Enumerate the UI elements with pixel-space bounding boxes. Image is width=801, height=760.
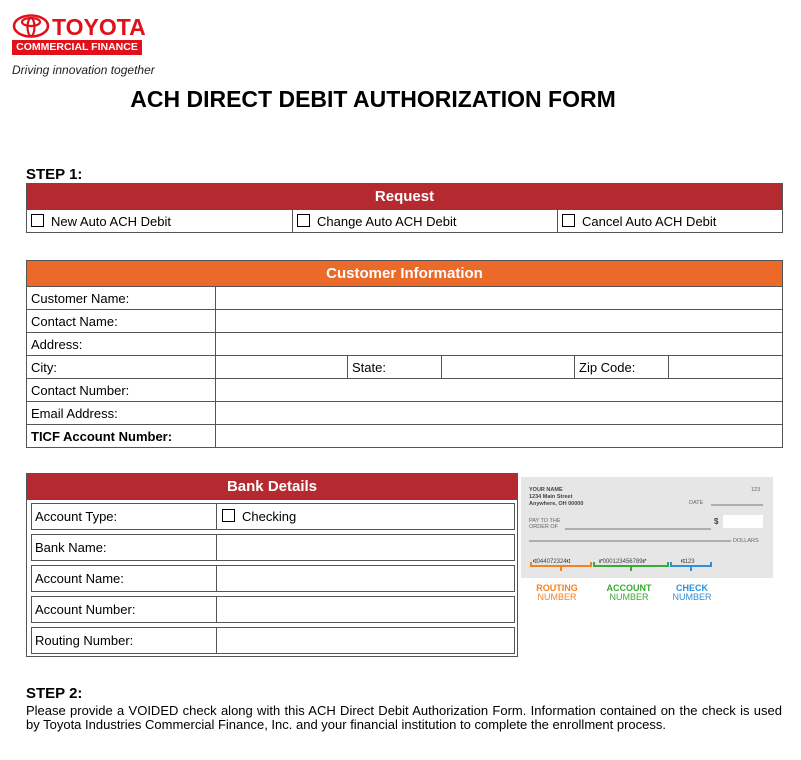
check-text: YOUR NAME (529, 487, 563, 493)
logo-tagline: Driving innovation together (12, 63, 155, 77)
check-text: ACCOUNT (606, 583, 652, 593)
check-text: Anywhere, OH 00000 (529, 501, 584, 507)
check-text: $ (714, 517, 719, 526)
label: City: (27, 356, 216, 379)
option-cancel[interactable] (558, 210, 783, 233)
check-text: NUMBER (672, 592, 712, 602)
account-type-row (31, 503, 515, 530)
check-text: 1234 Main Street (529, 494, 573, 500)
contact-name-field[interactable] (216, 310, 783, 333)
check-text: DATE (689, 500, 704, 506)
account-number-row[interactable] (31, 596, 515, 623)
ticf-account-field[interactable] (216, 425, 783, 448)
check-text: DOLLARS (733, 538, 759, 544)
check-text: NUMBER (537, 592, 577, 602)
page-title: ACH DIRECT DEBIT AUTHORIZATION FORM (130, 86, 616, 112)
logo-subtitle: COMMERCIAL FINANCE (12, 40, 142, 55)
email-field[interactable] (216, 402, 783, 425)
check-text: CHECK (675, 583, 709, 593)
bank-name-row[interactable] (31, 534, 515, 561)
label: TICF Account Number: (27, 425, 216, 448)
checkbox[interactable] (31, 214, 44, 227)
check-text: ⑆123 (681, 559, 695, 565)
customer-name-field[interactable] (216, 287, 783, 310)
label: Zip Code: (575, 356, 669, 379)
check-text: PAY TO THE (529, 518, 561, 524)
checkbox[interactable] (222, 509, 235, 522)
option-label: Change Auto ACH Debit (317, 213, 457, 229)
step2-label: STEP 2: (26, 685, 83, 702)
request-header: Request (27, 184, 783, 210)
check-text: ⑆044072324⑆ (533, 559, 571, 565)
contact-number-field[interactable] (216, 379, 783, 402)
label: Contact Number: (27, 379, 216, 402)
account-name-row[interactable] (31, 565, 515, 592)
checkbox[interactable] (562, 214, 575, 227)
option-label: New Auto ACH Debit (51, 213, 171, 229)
option-label: Cancel Auto ACH Debit (582, 213, 717, 229)
option-change[interactable] (293, 210, 558, 233)
request-table (26, 183, 783, 233)
state-field[interactable] (442, 356, 575, 379)
label: Account Type: (32, 504, 217, 529)
routing-number-row[interactable] (31, 627, 515, 654)
step2-text: Please provide a VOIDED check along with this ACH Direct Debit Authorization Form. Information contained on the check is used by Toyota Industries Commercial Finance, Inc. and your financial institution to complete the enrollment process. (26, 703, 782, 732)
zip-field[interactable] (669, 356, 783, 379)
city-field[interactable] (216, 356, 348, 379)
check-text: ROUTING (536, 583, 578, 593)
label: Contact Name: (27, 310, 216, 333)
check-text: 123 (751, 487, 761, 493)
label: Account Number: (32, 597, 217, 622)
customer-header: Customer Information (27, 261, 783, 287)
step1-label: STEP 1: (26, 166, 83, 183)
label: Account Name: (32, 566, 217, 591)
option-new[interactable] (27, 210, 293, 233)
bank-header: Bank Details (27, 474, 517, 500)
label: Routing Number: (32, 628, 217, 653)
toyota-emblem-icon (12, 14, 50, 38)
checking-label: Checking (242, 509, 297, 524)
label: Address: (27, 333, 216, 356)
label: Email Address: (27, 402, 216, 425)
label: Bank Name: (32, 535, 217, 560)
label: State: (348, 356, 442, 379)
checking-option[interactable] (222, 504, 296, 529)
logo-brand: TOYOTA (52, 14, 146, 40)
check-text: ⑈000123456789⑈ (599, 559, 647, 565)
label: Customer Name: (27, 287, 216, 310)
bank-details (26, 473, 518, 657)
check-text: NUMBER (609, 592, 649, 602)
customer-table (26, 260, 783, 448)
address-field[interactable] (216, 333, 783, 356)
sample-check-image (521, 477, 773, 605)
check-text: ORDER OF (529, 524, 559, 530)
checkbox[interactable] (297, 214, 310, 227)
